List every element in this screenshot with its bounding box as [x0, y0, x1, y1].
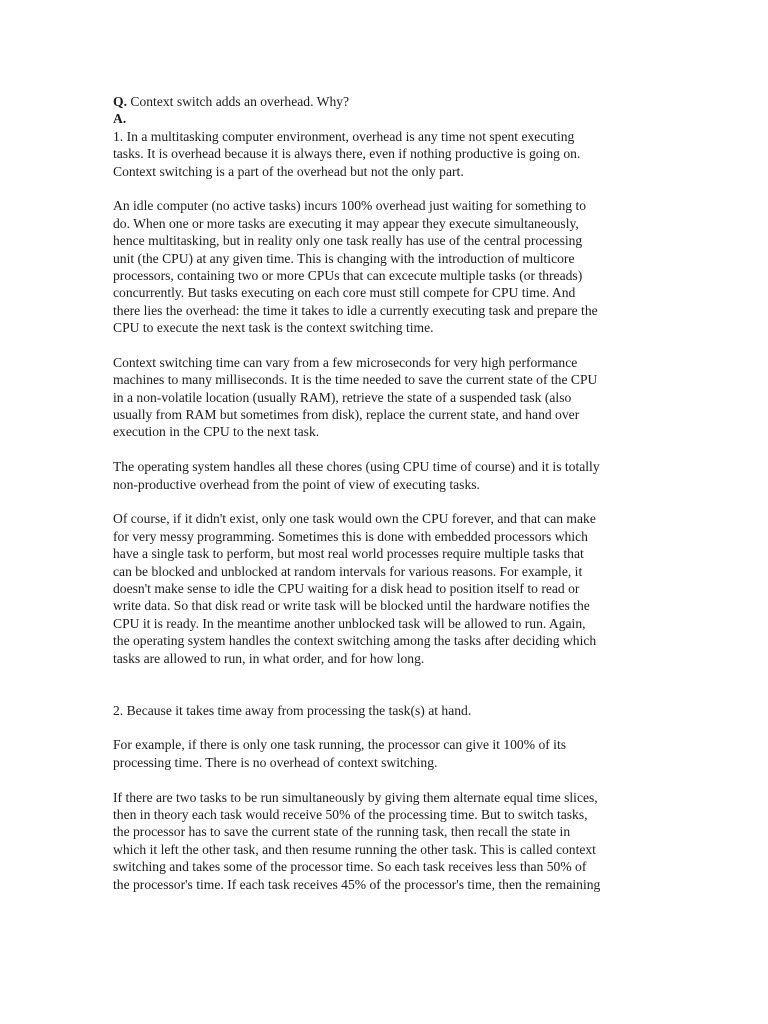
question-line	[113, 93, 661, 110]
text-line: usually from RAM but sometimes from disk), replace the current state, and hand over	[113, 407, 580, 423]
text-line: Context switching is a part of the overhead but not the only part.	[113, 163, 464, 179]
text-line: An idle computer (no active tasks) incurs 100% overhead just waiting for something to	[113, 198, 587, 214]
text-line: doesn't make sense to idle the CPU waiting for a disk head to position itself to read or	[113, 580, 580, 596]
text-line: can be blocked and unblocked at random intervals for various reasons. For example, it	[113, 563, 583, 579]
text-line: CPU to execute the next task is the context switching time.	[113, 320, 434, 336]
text-line: processing time. There is no overhead of context switching.	[113, 754, 438, 770]
text-line: do. When one or more tasks are executing it may appear they execute simultaneously,	[113, 215, 579, 231]
text-line: Context switching time can vary from a few microseconds for very high performance	[113, 354, 578, 370]
text-line: have a single task to perform, but most real world processes require multiple tasks that	[113, 546, 584, 562]
text-line: If there are two tasks to be run simultaneously by giving them alternate equal time slices,	[113, 789, 598, 805]
paragraph-7	[113, 736, 661, 771]
text-line: tasks. It is overhead because it is always there, even if nothing productive is going on.	[113, 146, 581, 162]
text-line: for very messy programming. Sometimes this is done with embedded processors which	[113, 528, 588, 544]
text-line: 2. Because it takes time away from processing the task(s) at hand.	[113, 702, 472, 718]
paragraph-3	[113, 354, 661, 441]
text-line: tasks are allowed to run, in what order, and for how long.	[113, 650, 425, 666]
text-line: CPU it is ready. In the meantime another unblocked task will be allowed to run. Again,	[113, 615, 586, 631]
text-line: in a non-volatile location (usually RAM), retrieve the state of a suspended task (also	[113, 389, 572, 405]
paragraph-8	[113, 789, 661, 893]
text-line: execution in the CPU to the next task.	[113, 424, 320, 440]
text-line: Of course, if it didn't exist, only one task would own the CPU forever, and that can make	[113, 511, 596, 527]
text-line: the processor's time. If each task receives 45% of the processor's time, then the remaining	[113, 876, 601, 892]
text-line: For example, if there is only one task running, the processor can give it 100% of its	[113, 737, 567, 753]
paragraph-1	[113, 128, 661, 180]
answer-label: A.	[113, 111, 127, 127]
paragraph-5	[113, 510, 661, 667]
text-line: there lies the overhead: the time it takes to idle a currently executing task and prepare the	[113, 302, 598, 318]
text-line: hence multitasking, but in reality only one task really has use of the central processing	[113, 233, 583, 249]
text-line: machines to many milliseconds. It is the time needed to save the current state of the CPU	[113, 372, 598, 388]
text-line: then in theory each task would receive 50% of the processing time. But to switch tasks,	[113, 807, 588, 823]
text-line: switching and takes some of the processor time. So each task receives less than 50% of	[113, 859, 587, 875]
text-line: unit (the CPU) at any given time. This is changing with the introduction of multicore	[113, 250, 575, 266]
paragraph-6	[113, 702, 661, 719]
text-line: write data. So that disk read or write task will be blocked until the hardware notifies the	[113, 598, 590, 614]
paragraph-2	[113, 197, 661, 336]
text-line: which it left the other task, and then resume running the other task. This is called context	[113, 841, 596, 857]
question-text: Context switch adds an overhead. Why?	[126, 94, 350, 109]
text-line: concurrently. But tasks executing on each core must still compete for CPU time. And	[113, 285, 576, 301]
text-line: processors, containing two or more CPUs that can excecute multiple tasks (or threads)	[113, 267, 583, 283]
document-body	[113, 93, 661, 893]
text-line: 1. In a multitasking computer environment, overhead is any time not spent executing	[113, 128, 575, 144]
text-line: the operating system handles the context switching among the tasks after deciding which	[113, 633, 597, 649]
text-line: non-productive overhead from the point of view of executing tasks.	[113, 476, 480, 492]
question-label: Q.	[113, 94, 127, 109]
paragraph-4	[113, 458, 661, 493]
text-line: The operating system handles all these chores (using CPU time of course) and it is totally	[113, 459, 600, 475]
text-line: the processor has to save the current state of the running task, then recall the state in	[113, 824, 571, 840]
